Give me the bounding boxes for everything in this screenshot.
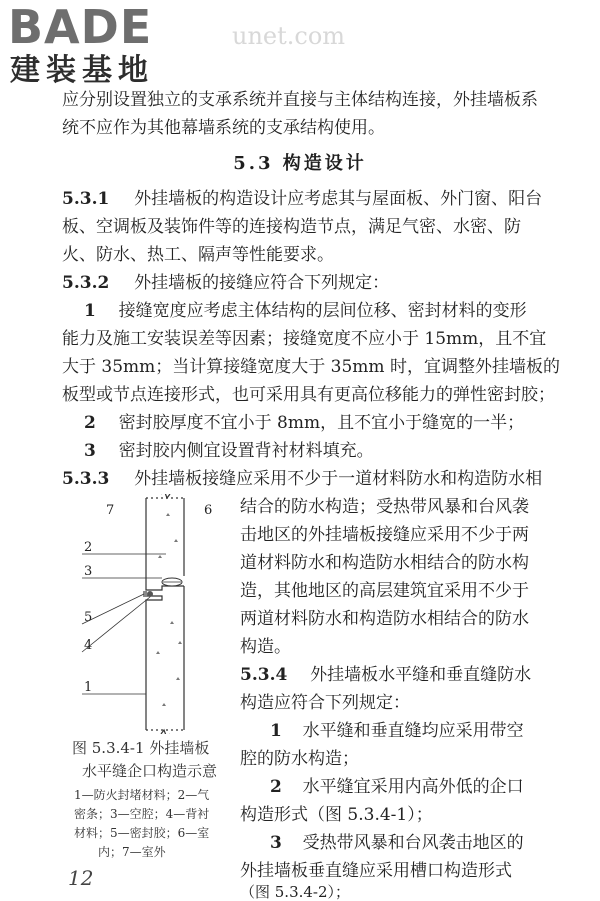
text-line: 能力及施工安装误差等因素；接缝宽度不应小于 15mm，且不宜: [62, 329, 547, 349]
watermark: [8, 2, 228, 92]
backer-rod: [147, 591, 153, 597]
clause-text: 外挂墙板水平缝和垂直缝防水: [310, 665, 532, 685]
figure-legend: 密条；3—空腔；4—背衬: [74, 807, 210, 821]
clause-5-3-4: [240, 664, 531, 686]
item-number: 3: [270, 833, 282, 853]
figure-caption: 图 5.3.4-1 外挂墙板: [72, 739, 210, 757]
page-number: 12: [68, 866, 94, 890]
label-7: 7: [106, 503, 115, 518]
item-3: [84, 440, 374, 462]
text-line: 造，其他地区的高层建筑宜采用不少于: [240, 581, 529, 601]
label-4: 4: [84, 638, 93, 653]
item-number: 3: [84, 441, 96, 461]
text-line: 构造应符合下列规定：: [240, 693, 410, 713]
text-line: 板型或节点连接形式，也可采用具有更高位移能力的弹性密封胶；: [62, 385, 555, 405]
clause-number: 5.3.2: [62, 273, 110, 293]
text-line: 构造。: [240, 637, 291, 657]
text-line: 外挂墙板垂直缝应采用槽口构造形式: [240, 861, 512, 881]
text-line: 应分别设置独立的支承系统并直接与主体结构连接，外挂墙板系: [62, 90, 538, 110]
label-2: 2: [84, 540, 93, 555]
item-text: 密封胶厚度不宜小于 8mm，且不宜小于缝宽的一半；: [118, 413, 525, 433]
clause-text: 外挂墙板的接缝应符合下列规定：: [134, 273, 390, 293]
clause-5-3-2: [62, 272, 389, 294]
item-text: 接缝宽度应考虑主体结构的层间位移、密封材料的变形: [118, 301, 527, 321]
text-line: 结合的防水构造；受热带风暴和台风袭: [240, 497, 529, 517]
clause-number: 5.3.1: [62, 189, 110, 209]
item-text: 水平缝宜采用内高外低的企口: [302, 777, 524, 797]
figure-caption: 水平缝企口构造示意: [82, 762, 218, 780]
text-line: 道材料防水和构造防水相结合的防水构: [240, 553, 529, 573]
watermark-logo: BADE: [8, 0, 153, 54]
item-3: [270, 832, 524, 854]
joint-detail-drawing: [66, 494, 226, 734]
label-6: 6: [204, 503, 213, 518]
clause-number: 5.3.4: [240, 665, 288, 685]
figure-legend: 材料；5—密封胶；6—室: [74, 826, 210, 840]
label-5: 5: [84, 610, 93, 625]
item-2: [270, 776, 524, 798]
text-line: 击地区的外挂墙板接缝应采用不少于两: [240, 525, 529, 545]
figure-legend: 内；7—室外: [98, 845, 166, 859]
text-line: 构造形式（图 5.3.4-1）；: [240, 805, 433, 825]
concrete-hatch: [156, 513, 182, 706]
item-text: 受热带风暴和台风袭击地区的: [302, 833, 524, 853]
figure-legend: 1—防火封堵材料；2—气: [74, 788, 210, 802]
item-1: [270, 720, 524, 742]
text-line: （图 5.3.4-2）；: [240, 883, 351, 901]
item-number: 1: [270, 721, 282, 741]
text-line: 板、空调板及装饰件等的连接构造节点，满足气密、水密、防: [62, 217, 521, 237]
lower-panel-groove: [146, 596, 162, 730]
text-line: 腔的防水构造；: [240, 749, 359, 769]
clause-number: 5.3.3: [62, 469, 110, 489]
watermark-subtitle: 建装基地: [10, 53, 154, 88]
item-number: 2: [84, 413, 96, 433]
text-line: 大于 35mm；当计算接缝宽度大于 35mm 时，宜调整外挂墙板的: [62, 357, 560, 377]
item-1: [84, 300, 527, 322]
label-1: 1: [84, 680, 93, 695]
item-text: 水平缝和垂直缝均应采用带空: [302, 721, 524, 741]
clause-5-3-3: [62, 468, 542, 490]
item-text: 密封胶内侧宜设置背衬材料填充。: [118, 441, 374, 461]
break-mark: [161, 494, 170, 498]
clause-text: 外挂墙板的构造设计应考虑其与屋面板、外门窗、阳台: [134, 189, 543, 209]
text-line: 两道材料防水和构造防水相结合的防水: [240, 609, 529, 629]
item-number: 2: [270, 777, 282, 797]
text-line: 统不应作为其他幕墙系统的支承结构使用。: [62, 118, 385, 138]
text-line: 火、防水、热工、隔声等性能要求。: [62, 245, 334, 265]
clause-5-3-1: [62, 188, 542, 210]
joint-detail-figure: [66, 494, 226, 734]
item-2: [84, 412, 524, 434]
item-number: 1: [84, 301, 96, 321]
label-3: 3: [84, 564, 93, 579]
section-title: 5.3 构造设计: [233, 153, 367, 174]
clause-text: 外挂墙板接缝应采用不少于一道材料防水和构造防水相: [134, 469, 543, 489]
watermark-url: unet.com: [232, 22, 346, 50]
